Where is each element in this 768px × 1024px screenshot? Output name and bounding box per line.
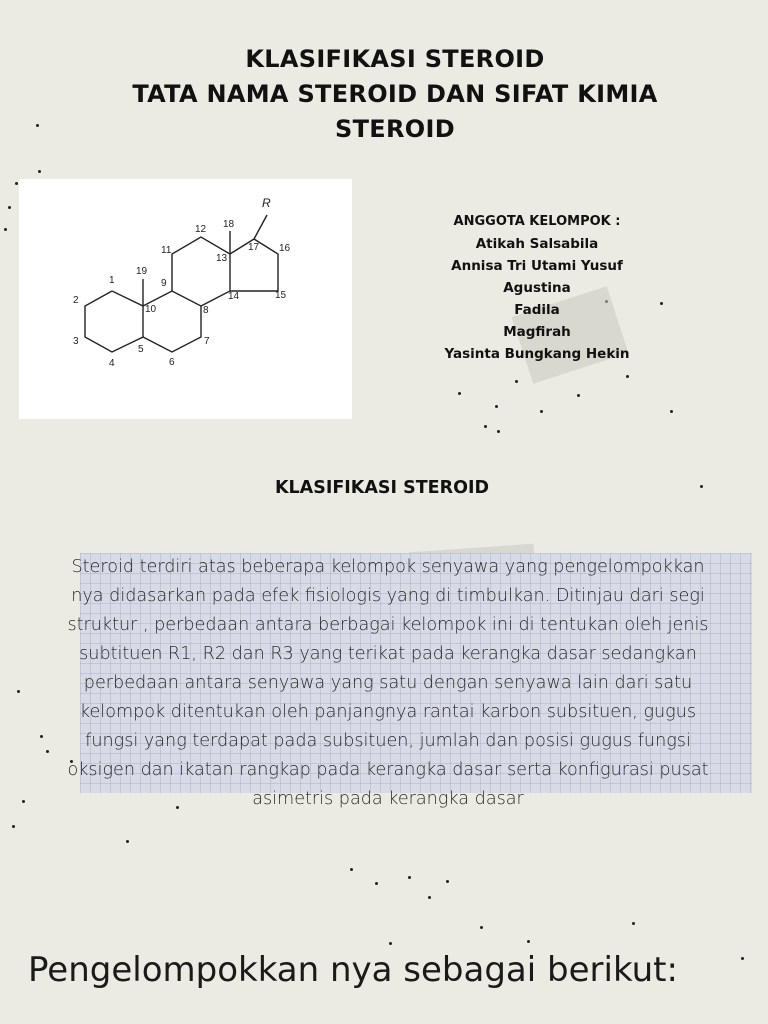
atom-number: 17 — [248, 242, 260, 253]
substituent-label: R — [262, 196, 271, 210]
atom-number: 4 — [109, 358, 115, 369]
atom-number: 2 — [73, 295, 79, 306]
paragraph-line: Steroid terdiri atas beberapa kelompok senyawa yang pengelompokkan — [71, 557, 705, 577]
paragraph-line: oksigen dan ikatan rangkap pada kerangka dasar serta konfigurasi pusat — [67, 760, 709, 780]
paragraph-line: asimetris pada kerangka dasar — [252, 789, 524, 809]
atom-number: 8 — [203, 305, 209, 316]
paragraph-line: perbedaan antara senyawa yang satu dengan senyawa lain dari satu — [83, 673, 693, 693]
atom-number: 5 — [138, 344, 144, 355]
member-name: Annisa Tri Utami Yusuf — [451, 258, 623, 274]
atom-number: 12 — [195, 224, 207, 235]
group-members — [412, 211, 662, 365]
atom-number: 9 — [161, 278, 167, 289]
steroid-structure-diagram — [19, 179, 352, 419]
section-heading: KLASIFIKASI STEROID — [274, 478, 490, 498]
atom-number: 11 — [161, 245, 172, 256]
title-line: STEROID — [335, 115, 455, 143]
title-line: KLASIFIKASI STEROID — [245, 45, 545, 73]
paragraph-line: fungsi yang terdapat pada subsituen, jumlah dan posisi gugus fungsi — [85, 731, 691, 751]
paragraph-line: subtituen R1, R2 dan R3 yang terikat pada kerangka dasar sedangkan — [79, 644, 697, 664]
steroid-skeleton-svg — [19, 179, 352, 419]
atom-number: 13 — [216, 253, 228, 264]
atom-number: 18 — [223, 219, 235, 230]
atom-number: 19 — [136, 266, 148, 277]
member-name: Agustina — [503, 280, 571, 296]
member-name: Fadila — [514, 302, 560, 318]
paragraph-line: kelompok ditentukan oleh panjangnya rantai karbon subsituen, gugus — [79, 702, 697, 722]
page-title — [90, 42, 700, 147]
atom-number: 3 — [73, 336, 79, 347]
footer-heading: Pengelompokkan nya sebagai berikut: — [28, 950, 678, 990]
title-line: TATA NAMA STEROID DAN SIFAT KIMIA — [132, 80, 658, 108]
member-name: Atikah Salsabila — [475, 236, 599, 252]
members-heading: ANGGOTA KELOMPOK : — [453, 214, 621, 229]
atom-number: 14 — [228, 291, 240, 302]
paragraph-line: nya didasarkan pada efek fisiologis yang di timbulkan. Ditinjau dari segi — [71, 586, 705, 606]
paragraph-line: struktur , perbedaan antara berbagai kelompok ini di tentukan oleh jenis — [67, 615, 709, 635]
atom-number: 7 — [204, 336, 210, 347]
atom-number: 16 — [279, 243, 291, 254]
member-name: Yasinta Bungkang Hekin — [444, 346, 630, 362]
atom-number: 1 — [109, 275, 115, 286]
atom-number: 10 — [145, 304, 157, 315]
atom-number: 6 — [169, 357, 175, 368]
member-name: Magfirah — [503, 324, 571, 340]
section-paragraph — [48, 553, 728, 814]
atom-number: 15 — [275, 290, 287, 301]
